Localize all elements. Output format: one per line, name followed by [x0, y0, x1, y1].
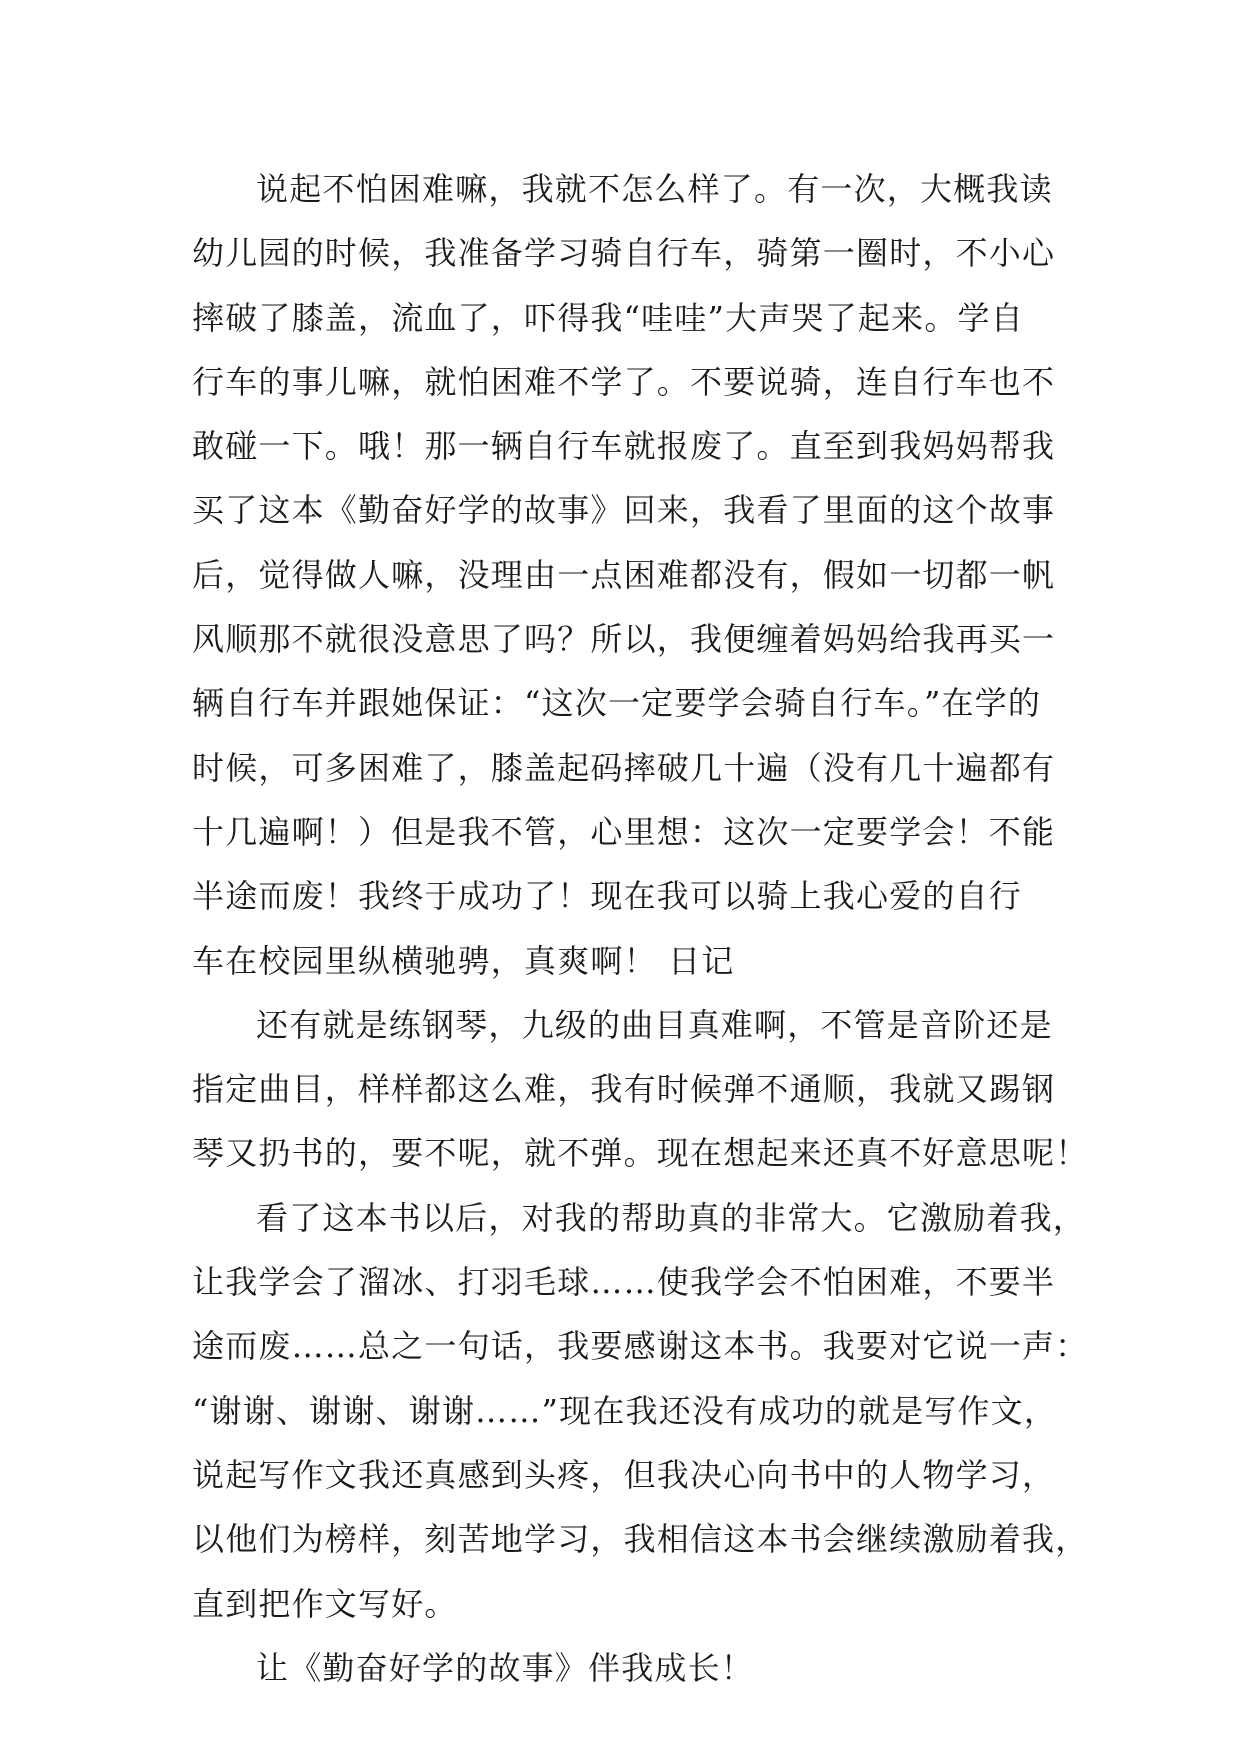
text-line: 让我学会了溜冰、打羽毛球……使我学会不怕困难，不要半 — [192, 1263, 1056, 1302]
text-line: 车在校园里纵横驰骋，真爽啊！ 日记 — [192, 941, 735, 980]
text-line: 辆自行车并跟她保证：“这次一定要学会骑自行车。”在学的 — [192, 684, 1042, 723]
text-line: 说起不怕困难嘛，我就不怎么样了。有一次，大概我读 — [256, 170, 1053, 208]
text-line: 看了这本书以后，对我的帮助真的非常大。它激励着我， — [256, 1198, 1087, 1237]
paragraph-piano — [192, 993, 1089, 1186]
paragraph-closing — [192, 1636, 1052, 1700]
text-line: 后，觉得做人嘛，没理由一点困难都没有，假如一切都一帆 — [192, 555, 1056, 594]
text-line: 行车的事儿嘛，就怕困难不学了。不要说骑，连自行车也不 — [192, 362, 1056, 401]
text-line: 以他们为榜样，刻苦地学习，我相信这本书会继续激励着我， — [192, 1520, 1089, 1559]
text-line: 说起写作文我还真感到头疼，但我决心向书中的人物学习， — [192, 1455, 1056, 1494]
text-line: 半途而废！我终于成功了！现在我可以骑上我心爱的自行 — [192, 877, 1023, 916]
text-line: 还有就是练钢琴，九级的曲目真难啊，不管是音阶还是 — [256, 1005, 1053, 1044]
text-line: 琴又扔书的，要不呢，就不弹。现在想起来还真不好意思呢！ — [192, 1134, 1089, 1173]
text-line: 摔破了膝盖，流血了，吓得我“哇哇”大声哭了起来。学自 — [192, 298, 1024, 337]
text-line: “谢谢、谢谢、谢谢……”现在我还没有成功的就是写作文， — [192, 1391, 1058, 1430]
text-line: 途而废……总之一句话，我要感谢这本书。我要对它说一声： — [192, 1327, 1089, 1366]
text-line: 敢碰一下。哦！那一辆自行车就报废了。直至到我妈妈帮我 — [192, 427, 1056, 466]
text-line: 幼儿园的时候，我准备学习骑自行车，骑第一圈时，不小心 — [192, 234, 1056, 273]
text-line: 买了这本《勤奋好学的故事》回来，我看了里面的这个故事 — [192, 491, 1056, 530]
document-body — [192, 157, 1089, 1700]
text-line: 十几遍啊！）但是我不管，心里想：这次一定要学会！不能 — [192, 812, 1056, 851]
text-line: 指定曲目，样样都这么难，我有时候弹不通顺，我就又踢钢 — [192, 1070, 1056, 1109]
text-line: 时候，可多困难了，膝盖起码摔破几十遍（没有几十遍都有 — [192, 748, 1056, 787]
paragraph-bicycle — [192, 157, 1056, 993]
text-line: 直到把作文写好。 — [192, 1584, 458, 1623]
paragraph-gratitude — [192, 1186, 1089, 1636]
text-line: 风顺那不就很没意思了吗？所以，我便缠着妈妈给我再买一 — [192, 620, 1056, 659]
text-line: 让《勤奋好学的故事》伴我成长！ — [256, 1648, 755, 1687]
